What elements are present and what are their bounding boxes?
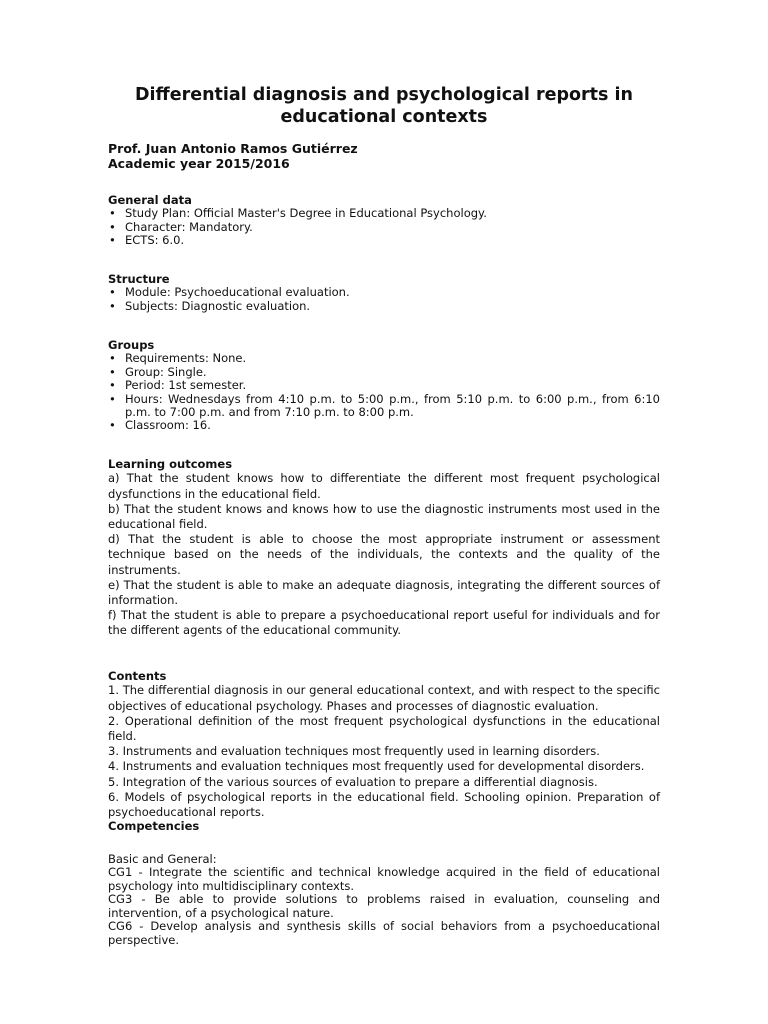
document-title: Differential diagnosis and psychological reports in educational contexts [135, 85, 633, 127]
list-item: d) That the student is able to choose the most appropriate instrument or assessment technique based on the needs of the individuals, the contexts and the quality of the instruments. [108, 532, 660, 577]
list-item: • ECTS: 6.0. [108, 234, 660, 247]
academic-year: Academic year 2015/2016 [108, 156, 290, 171]
list-item: • Study Plan: Official Master's Degree in Educational Psychology. [108, 207, 660, 220]
learning-outcomes-list [108, 471, 660, 638]
list-item: 1. The differential diagnosis in our general educational context, and with respect to the specific objectives of educational psychology. Phases and processes of diagnostic evaluation. [108, 683, 660, 713]
list-item: • Period: 1st semester. [108, 379, 660, 392]
list-item: CG1 - Integrate the scientific and technical knowledge acquired in the field of educational psychology into multidisciplinary contexts. [108, 865, 660, 893]
list-item: • Module: Psychoeducational evaluation. [108, 286, 660, 299]
author-name: Prof. Juan Antonio Ramos Gutiérrez [108, 141, 358, 156]
list-item: 5. Integration of the various sources of evaluation to prepare a differential diagnosis. [108, 774, 598, 789]
structure-heading: Structure [108, 272, 170, 286]
groups-list [108, 352, 660, 432]
list-item: • Subjects: Diagnostic evaluation. [108, 300, 660, 313]
author-block [108, 141, 358, 171]
list-item: • Classroom: 16. [108, 419, 660, 432]
competencies-list [108, 866, 660, 947]
list-item: 2. Operational definition of the most frequent psychological dysfunctions in the educational field. [108, 713, 660, 744]
competencies-subheading: Basic and General: [108, 852, 217, 866]
list-item: 3. Instruments and evaluation techniques most frequently used in learning disorders. [108, 744, 600, 759]
learning-outcomes-section [108, 458, 660, 639]
contents-list [108, 683, 660, 820]
competencies-section [108, 853, 660, 947]
general-data-section [108, 194, 660, 248]
general-data-list [108, 207, 660, 247]
list-item: f) That the student is able to prepare a psychoeducational report useful for individuals and for the different agents of the educational community. [108, 608, 660, 638]
groups-section [108, 339, 660, 433]
contents-heading: Contents [108, 669, 167, 683]
competencies-heading: Competencies [108, 819, 200, 834]
structure-list [108, 286, 660, 313]
list-item: 6. Models of psychological reports in the educational field. Schooling opinion. Preparation of psychoeducational reports. [108, 789, 660, 820]
general-data-heading: General data [108, 193, 192, 207]
list-item: • Hours: Wednesdays from 4:10 p.m. to 5:00 p.m., from 5:10 p.m. to 6:00 p.m., from 6:10 p.m. to 7:00 p.m. and from 7:10 p.m. to 8:00 p.m. [108, 393, 660, 420]
list-item: 4. Instruments and evaluation techniques most frequently used for developmental disorders. [108, 759, 645, 774]
list-item: • Group: Single. [108, 366, 660, 379]
list-item: a) That the student knows how to differentiate the different most frequent psychological dysfunctions in the educational field. [108, 471, 660, 501]
list-item: • Requirements: None. [108, 352, 660, 365]
groups-heading: Groups [108, 338, 155, 352]
list-item: • Character: Mandatory. [108, 221, 660, 234]
list-item: e) That the student is able to make an adequate diagnosis, integrating the different sources of information. [108, 577, 660, 608]
list-item: CG3 - Be able to provide solutions to problems raised in evaluation, counseling and intervention, of a psychological nature. [108, 892, 660, 920]
structure-section [108, 273, 660, 313]
list-item: b) That the student knows and knows how to use the diagnostic instruments most used in the educational field. [108, 501, 660, 532]
contents-section [108, 670, 660, 834]
list-item: CG6 - Develop analysis and synthesis skills of social behaviors from a psychoeducational perspective. [108, 919, 660, 947]
learning-outcomes-heading: Learning outcomes [108, 457, 233, 471]
